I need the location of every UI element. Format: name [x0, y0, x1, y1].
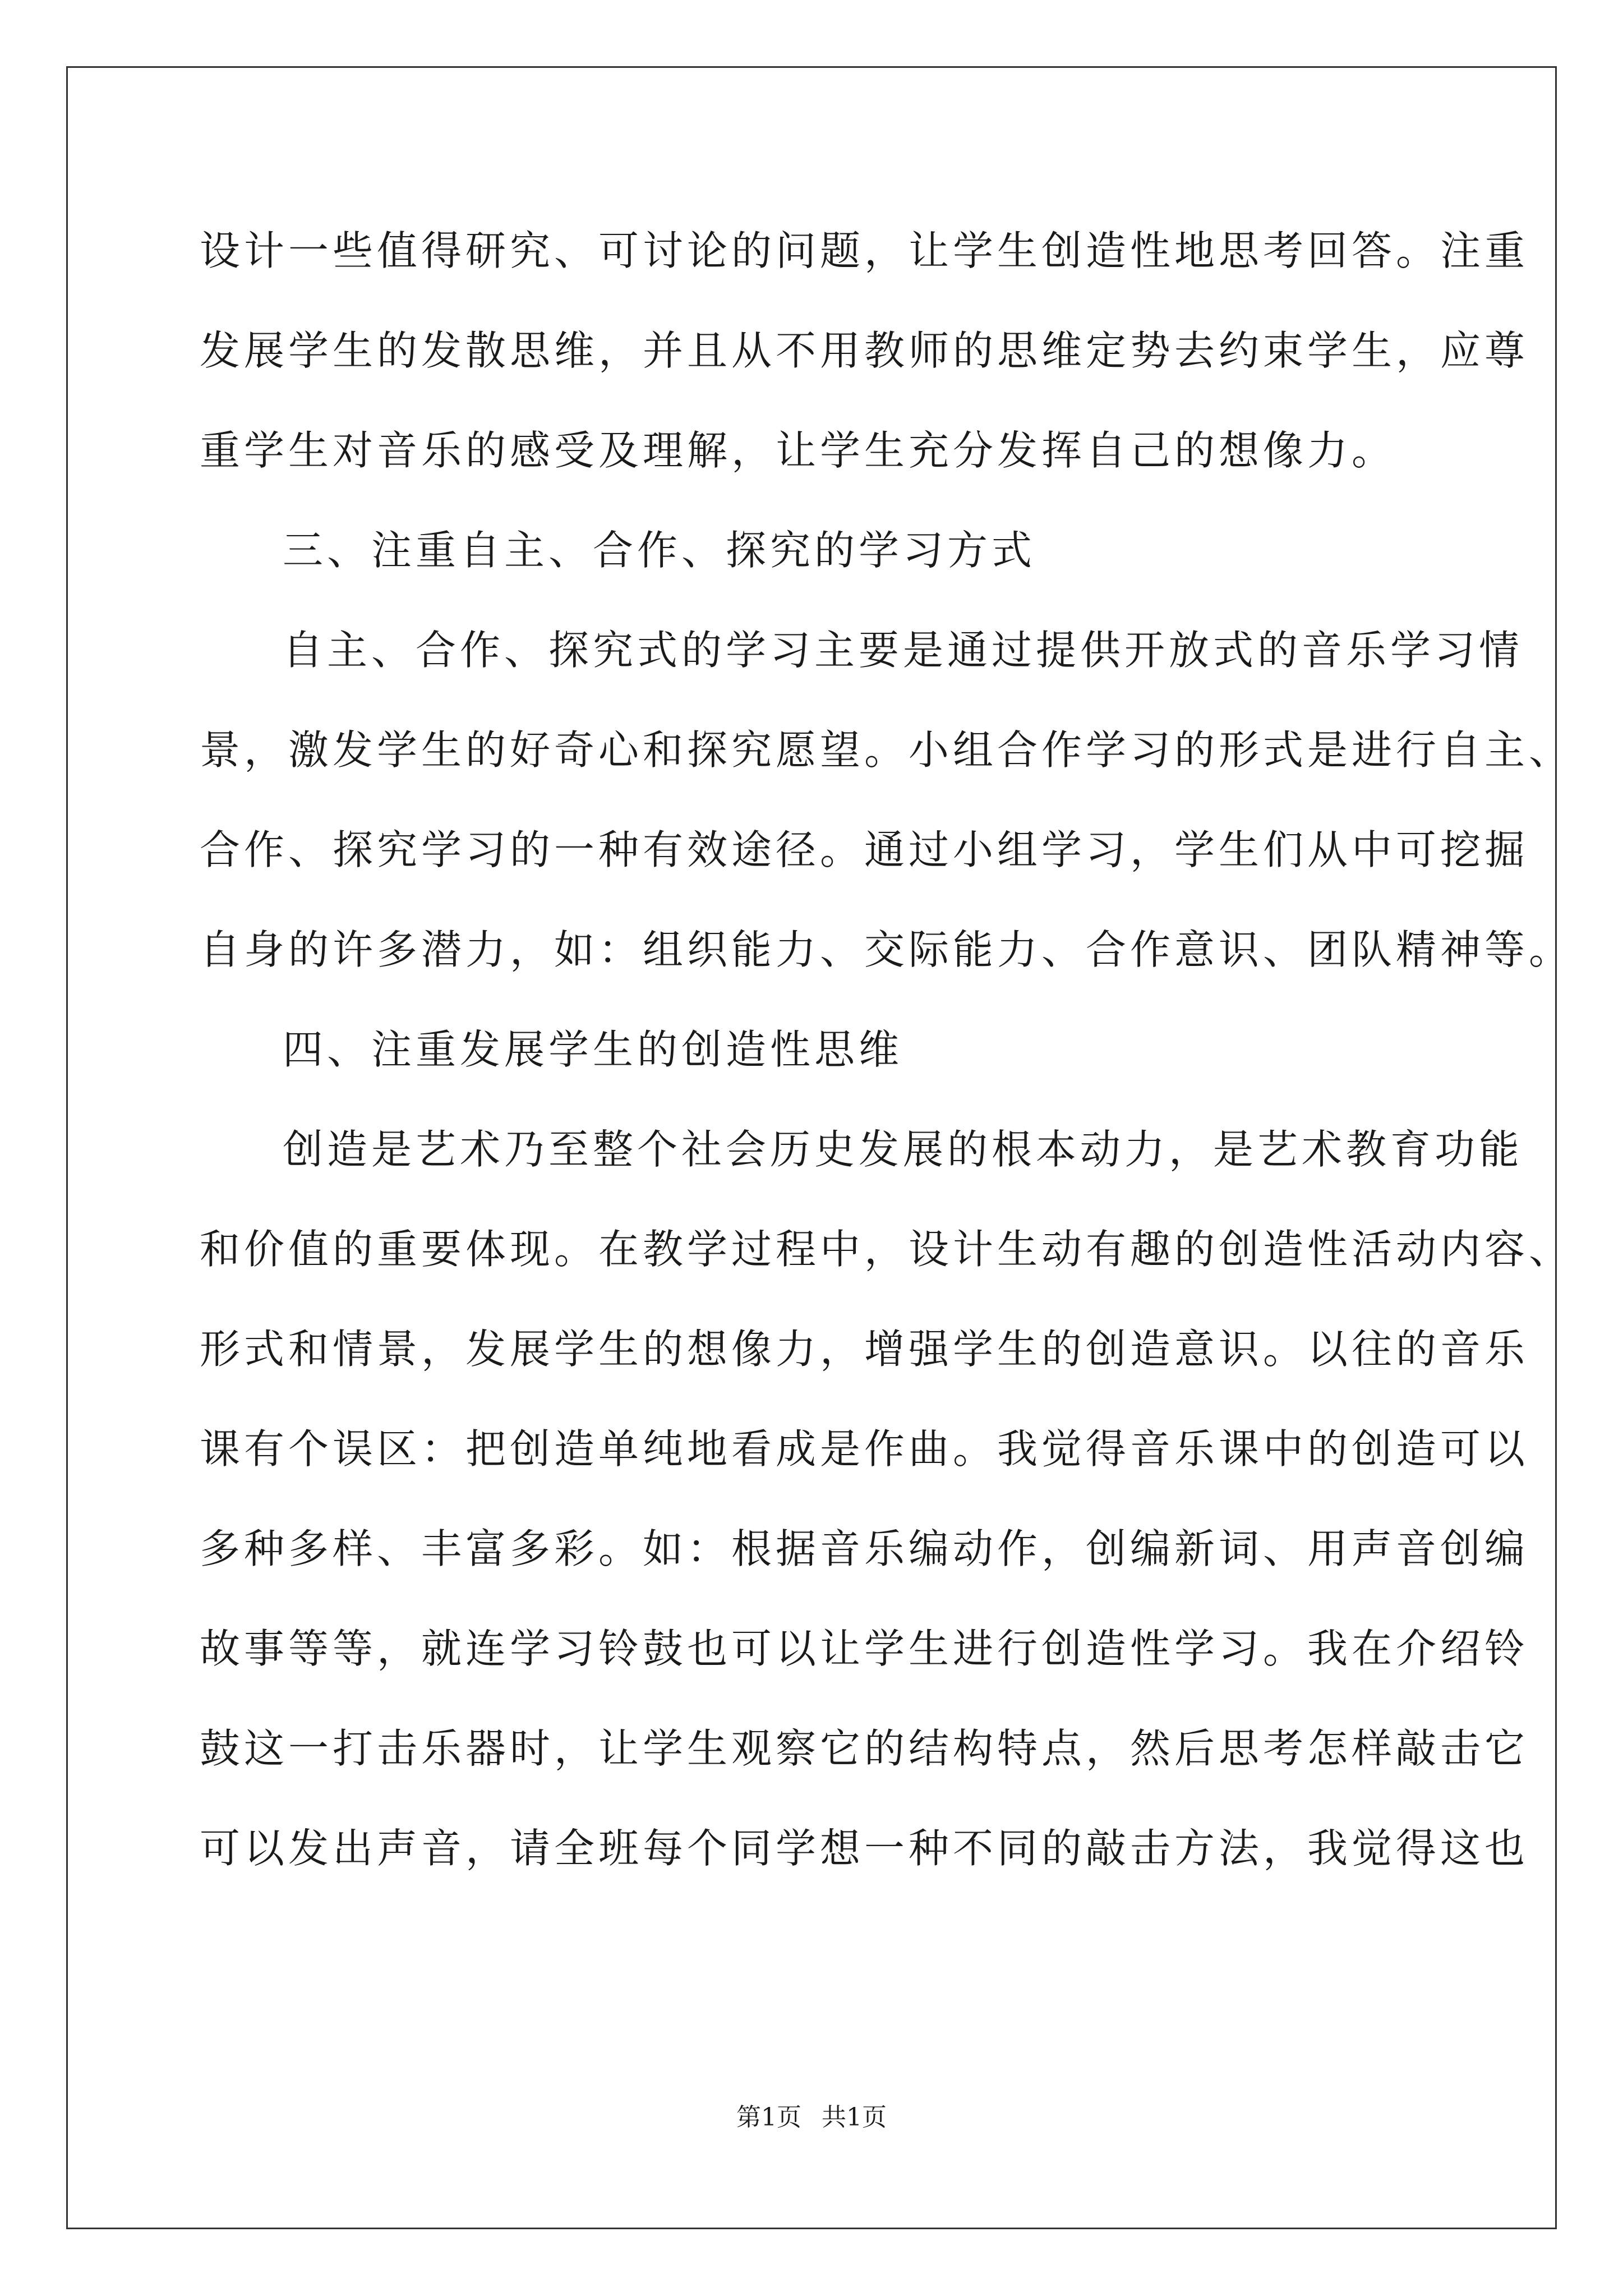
text-line: 和价值的重要体现。在教学过程中，设计生动有趣的创造性活动内容、	[200, 1226, 1574, 1273]
text-line: 重学生对音乐的感受及理解，让学生充分发挥自己的想像力。	[200, 427, 1396, 474]
text-line: 故事等等，就连学习铃鼓也可以让学生进行创造性学习。我在介绍铃	[200, 1625, 1529, 1672]
text-line: 课有个误区：把创造单纯地看成是作曲。我觉得音乐课中的创造可以	[200, 1425, 1529, 1473]
text-line: 自身的许多潜力，如：组织能力、交际能力、合作意识、团队精神等。	[200, 926, 1574, 973]
text-line: 自主、合作、探究式的学习主要是通过提供开放式的音乐学习情	[283, 627, 1524, 674]
section-heading-3: 三、注重自主、合作、探究的学习方式	[283, 527, 1036, 574]
page-total: 共1页	[822, 2103, 887, 2132]
text-line: 合作、探究学习的一种有效途径。通过小组学习，学生们从中可挖掘	[200, 826, 1529, 873]
section-heading-4: 四、注重发展学生的创造性思维	[283, 1026, 903, 1073]
text-line: 鼓这一打击乐器时，让学生观察它的结构特点，然后思考怎样敲击它	[200, 1725, 1529, 1772]
page-footer	[0, 2101, 1623, 2134]
text-line: 设计一些值得研究、可讨论的问题，让学生创造性地思考回答。注重	[200, 227, 1529, 274]
text-line: 多种多样、丰富多彩。如：根据音乐编动作，创编新词、用声音创编	[200, 1525, 1529, 1572]
text-line: 形式和情景，发展学生的想像力，增强学生的创造意识。以往的音乐	[200, 1326, 1529, 1373]
text-line: 景，激发学生的好奇心和探究愿望。小组合作学习的形式是进行自主、	[200, 726, 1574, 774]
text-line: 可以发出声音，请全班每个同学想一种不同的敲击方法，我觉得这也	[200, 1825, 1529, 1872]
text-line: 创造是艺术乃至整个社会历史发展的根本动力，是艺术教育功能	[283, 1126, 1524, 1173]
document-body	[200, 201, 1574, 1898]
text-line: 发展学生的发散思维，并且从不用教师的思维定势去约束学生，应尊	[200, 327, 1529, 374]
page-number: 第1页	[736, 2103, 801, 2132]
